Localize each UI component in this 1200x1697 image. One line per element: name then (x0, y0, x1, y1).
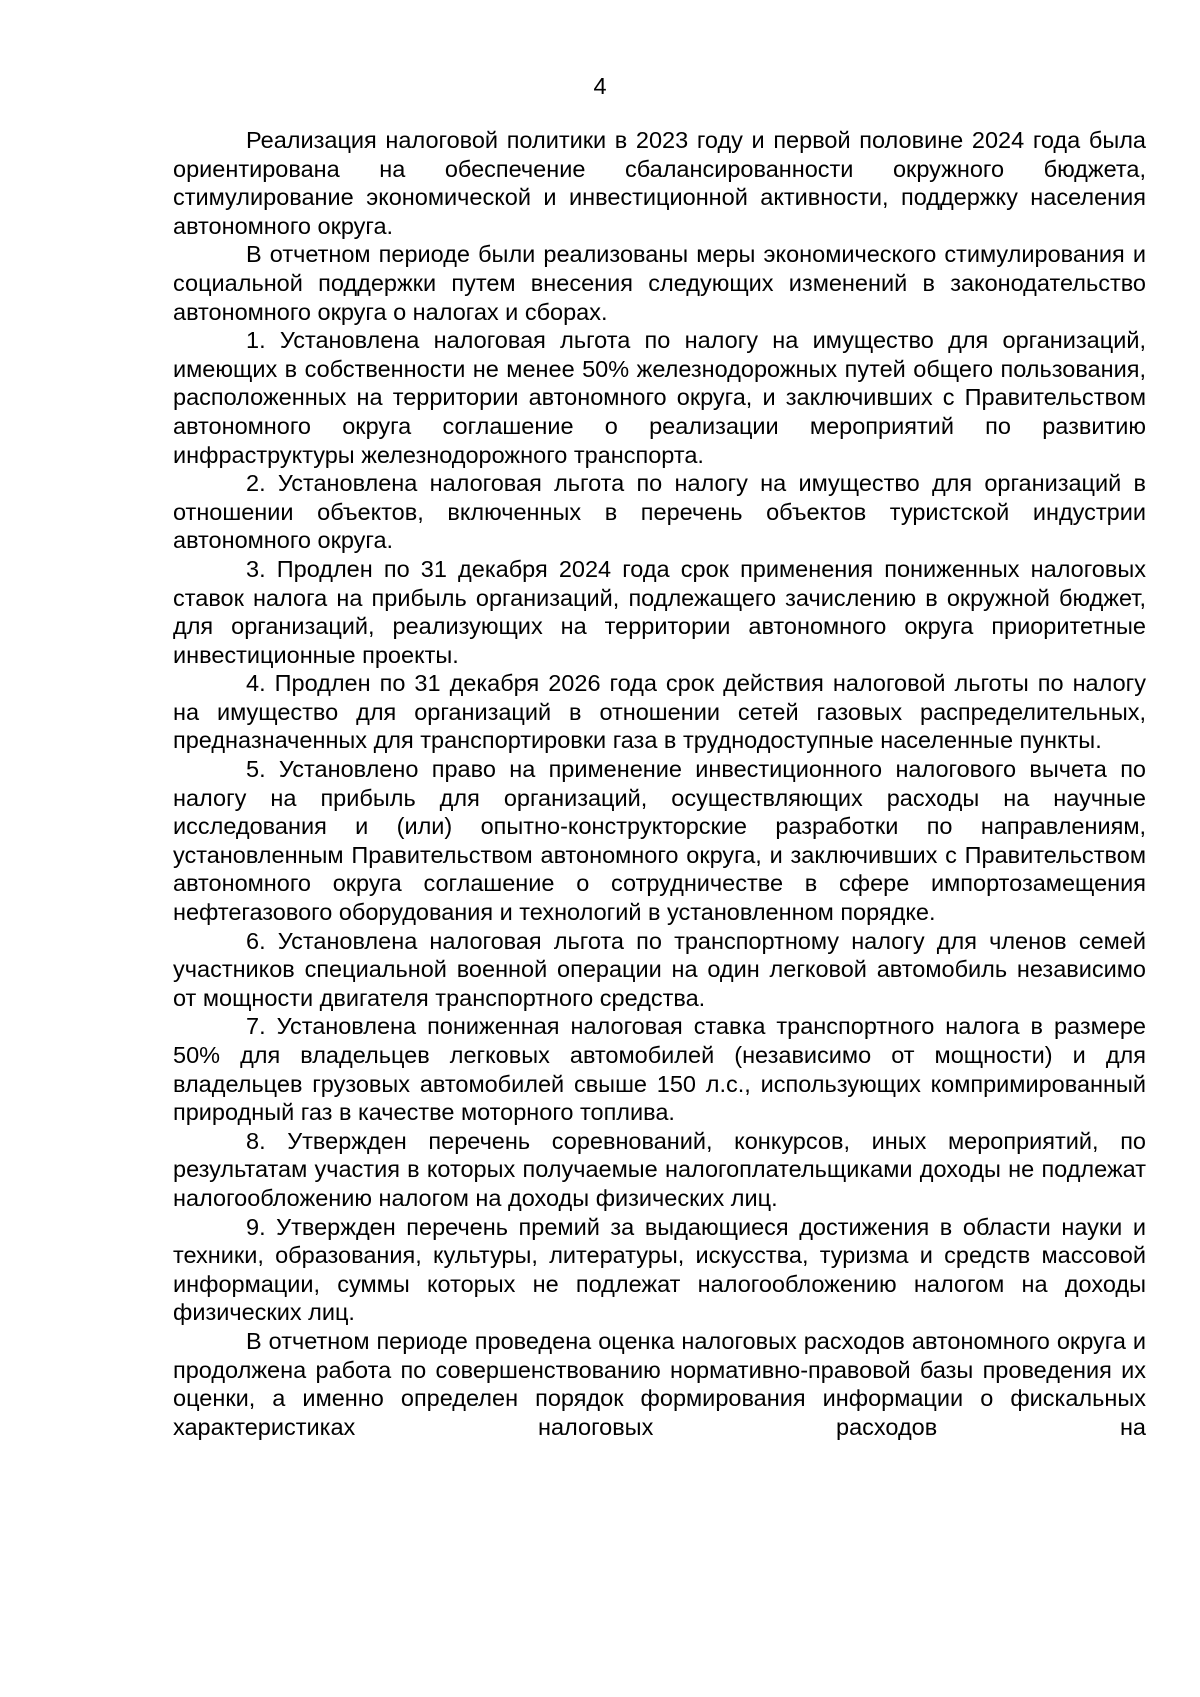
paragraph-item-7: 7. Установлена пониженная налоговая ставка транспортного налога в размере 50% для владельцев легковых автомобилей (независимо от мощности) и для владельцев грузовых автомобилей свыше 150 л.с., использующих компримированный природный газ в качестве моторного топлива. (173, 1013, 1146, 1126)
paragraph-item-4: 4. Продлен по 31 декабря 2026 года срок действия налоговой льготы по налогу на имущество для организаций в отношении сетей газовых распределительных, предназначенных для транспортировки газа в труднодоступные населенные пункты. (173, 670, 1146, 754)
paragraph-tax-expenditure-assessment: В отчетном периоде проведена оценка налоговых расходов автономного округа и продолжена работа по совершенствованию нормативно-правовой базы проведения их оценки, а именно определен порядок формирования информации о фискальных характеристиках налоговых расходов на (173, 1327, 1146, 1440)
paragraph-item-9: 9. Утвержден перечень премий за выдающиеся достижения в области науки и техники, образования, культуры, литературы, искусства, туризма и средств массовой информации, суммы которых не подлежат налогообложению налогом на доходы физических лиц. (173, 1213, 1146, 1326)
paragraph-item-2: 2. Установлена налоговая льгота по налогу на имущество для организаций в отношении объектов, включенных в перечень объектов туристской индустрии автономного округа. (173, 470, 1146, 554)
paragraph-intro: Реализация налоговой политики в 2023 году и первой половине 2024 года была ориентирована на обеспечение сбалансированности окружного бюджета, стимулирование экономической и инвестиционной активности, поддержку населения автономного округа. (173, 127, 1146, 239)
paragraph-measures-intro: В отчетном периоде были реализованы меры экономического стимулирования и социальной поддержки путем внесения следующих изменений в законодательство автономного округа о налогах и сборах. (173, 241, 1146, 325)
paragraph-item-6: 6. Установлена налоговая льгота по транспортному налогу для членов семей участников специальной военной операции на один легковой автомобиль независимо от мощности двигателя транспортного средства. (173, 927, 1146, 1011)
page-number: 4 (593, 73, 607, 99)
document-body (173, 126, 1146, 1441)
paragraph-item-3: 3. Продлен по 31 декабря 2024 года срок применения пониженных налоговых ставок налога на прибыль организаций, подлежащего зачислению в окружной бюджет, для организаций, реализующих на территории автономного округа приоритетные инвестиционные проекты. (173, 555, 1146, 668)
paragraph-item-8: 8. Утвержден перечень соревнований, конкурсов, иных мероприятий, по результатам участия в которых получаемые налогоплательщиками доходы не подлежат налогообложению налогом на доходы физических лиц. (173, 1127, 1146, 1211)
paragraph-item-5: 5. Установлено право на применение инвестиционного налогового вычета по налогу на прибыль для организаций, осуществляющих расходы на научные исследования и (или) опытно-конструкторские разработки по направлениям, установленным Правительством автономного округа, и заключивших с Правительством автономного округа соглашение о сотрудничестве в сфере импортозамещения нефтегазового оборудования и технологий в установленном порядке. (173, 756, 1146, 926)
paragraph-item-1: 1. Установлена налоговая льгота по налогу на имущество для организаций, имеющих в собственности не менее 50% железнодорожных путей общего пользования, расположенных на территории автономного округа, и заключивших с Правительством автономного округа соглашение о реализации мероприятий по развитию инфраструктуры железнодорожного транспорта. (173, 327, 1146, 468)
